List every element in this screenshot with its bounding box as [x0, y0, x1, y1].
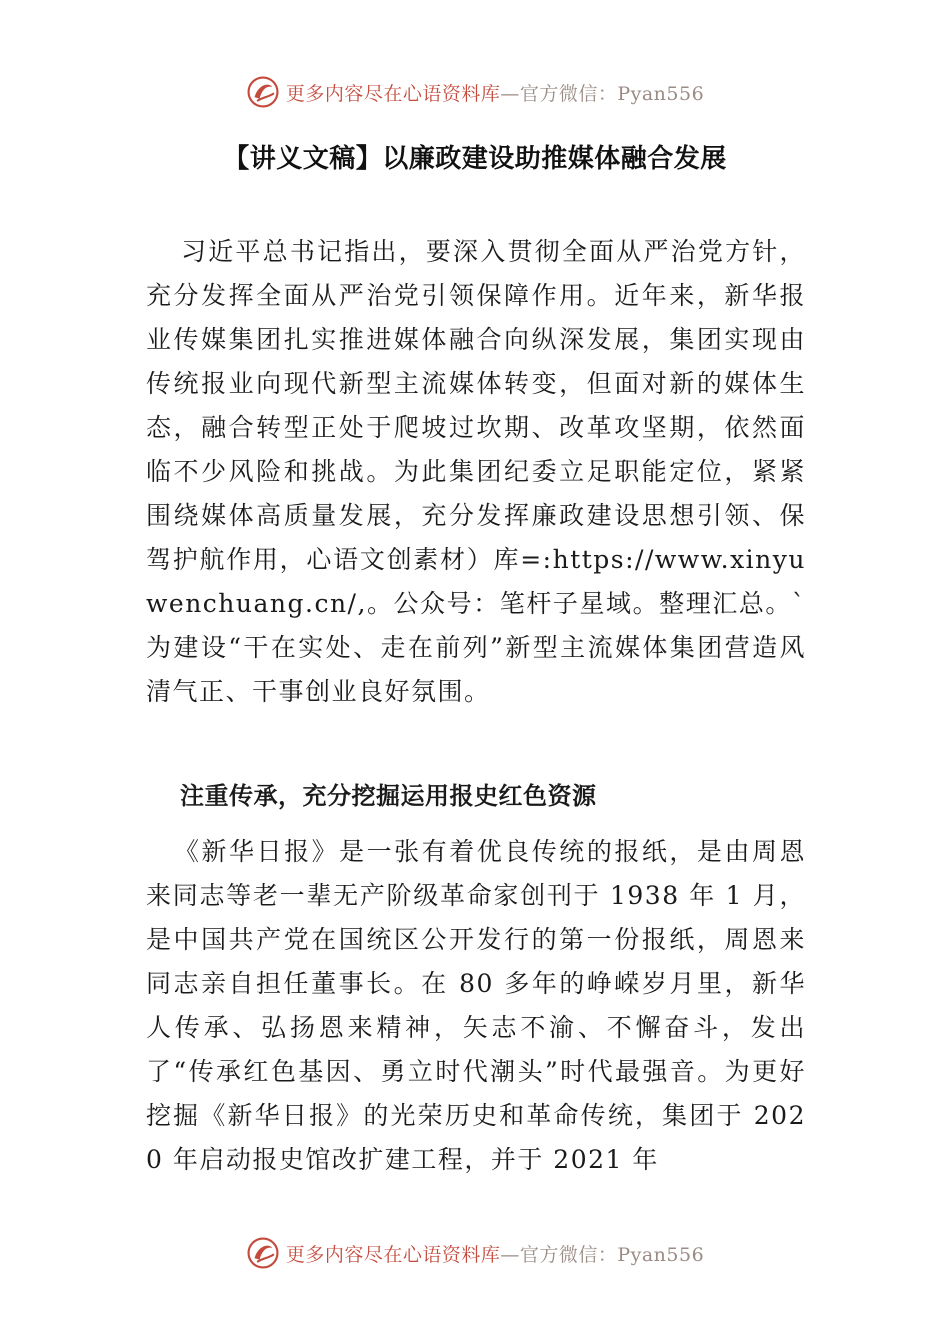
- banner-text: [286, 1240, 704, 1267]
- document-title: 【讲义文稿】以廉政建设助推媒体融合发展: [223, 144, 727, 174]
- body-paragraph-2: 《新华日报》是一张有着优良传统的报纸，是由周恩来同志等老一辈无产阶级革命家创刊于 1938 年 1 月，是中国共产党在国统区公开发行的第一份报纸，周恩来同志亲自担任董事长。在 80 多年的峥嵘岁月里，新华人传承、弘扬恩来精神，矢志不渝、不懈奋斗，发出了“传承红色基因、勇立时代潮头”时代最强音。为更好挖掘《新华日报》的光荣历史和革命传统，集团于 2020 年启动报史馆改扩建工程，并于 2021 年: [146, 837, 806, 1174]
- banner-brand-text: 更多内容尽在心语资料库: [285, 1243, 501, 1266]
- banner-text: [286, 79, 704, 106]
- header-watermark-banner: [0, 70, 950, 114]
- body-paragraph-1: 习近平总书记指出，要深入贯彻全面从严治党方针，充分发挥全面从严治党引领保障作用。近年来，新华报业传媒集团扎实推进媒体融合向纵深发展，集团实现由传统报业向现代新型主流媒体转变，但面对新的媒体生态，融合转型正处于爬坡过坎期、改革攻坚期，依然面临不少风险和挑战。为此集团纪委立足职能定位，紧紧围绕媒体高质量发展，充分发挥廉政建设思想引领、保驾护航作用，心语文创素材）库=:https://www.xinyuwenchuang.cn/,。公众号：笔杆子星域。整理汇总。`为建设“干在实处、走在前列”新型主流媒体集团营造风清气正、干事创业良好氛围。: [146, 237, 806, 706]
- banner-brand-text: 更多内容尽在心语资料库: [285, 82, 501, 105]
- red-swirl-logo-icon: [246, 1236, 280, 1270]
- section-heading-1: 注重传承，充分挖掘运用报史红色资源: [180, 782, 597, 810]
- footer-watermark-banner: [0, 1231, 950, 1275]
- banner-wechat-text: —官方微信：Pyan556: [500, 1243, 705, 1266]
- banner-wechat-text: —官方微信：Pyan556: [500, 82, 705, 105]
- red-swirl-logo-icon: [246, 75, 280, 109]
